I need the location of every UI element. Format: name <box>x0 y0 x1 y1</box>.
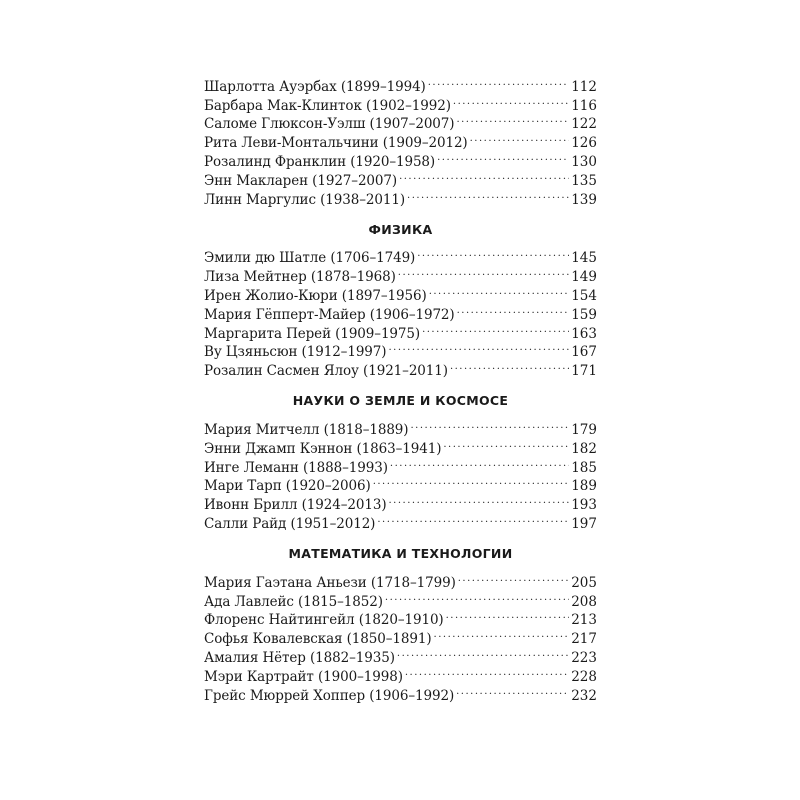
dot-leader <box>443 434 569 453</box>
entry-title: Эмили дю Шатле (1706–1749) <box>204 250 416 267</box>
entry-page-number: 154 <box>571 287 597 304</box>
dot-leader <box>456 110 569 129</box>
entry-title: Розалинд Франклин (1920–1958) <box>204 153 436 170</box>
dot-leader <box>453 91 569 110</box>
dot-leader <box>407 185 569 204</box>
dot-leader <box>377 509 569 528</box>
entry-title: Софья Ковалевская (1850–1891) <box>204 631 432 648</box>
toc-entry <box>204 72 597 95</box>
dot-leader <box>410 415 569 434</box>
table-of-contents <box>204 72 597 704</box>
entry-page-number: 112 <box>571 78 597 95</box>
dot-leader <box>434 624 570 643</box>
entry-title: Маргарита Перей (1909–1975) <box>204 325 421 342</box>
entry-page-number: 197 <box>571 515 597 532</box>
section-heading: ФИЗИКА <box>368 221 433 237</box>
dot-leader <box>437 147 569 166</box>
entry-title: Салли Райд (1951–2012) <box>204 515 376 532</box>
entry-title: Амалия Нётер (1882–1935) <box>204 649 395 666</box>
entry-page-number: 163 <box>571 325 597 342</box>
entry-title: Грейс Мюррей Хоппер (1906–1992) <box>204 687 455 704</box>
dot-leader <box>457 300 570 319</box>
toc-entry <box>204 568 597 591</box>
entry-page-number: 193 <box>571 497 597 514</box>
entry-page-number: 217 <box>571 631 597 648</box>
dot-leader <box>405 662 569 681</box>
dot-leader <box>450 356 569 375</box>
entry-page-number: 179 <box>571 421 597 438</box>
entry-title: Ву Цзяньсюн (1912–1997) <box>204 344 387 361</box>
entry-title: Линн Маргулис (1938–2011) <box>204 191 406 208</box>
entry-title: Мария Митчелл (1818–1889) <box>204 421 409 438</box>
entry-title: Мэри Картрайт (1900–1998) <box>204 668 403 685</box>
entry-title: Энни Джамп Кэннон (1863–1941) <box>204 440 442 457</box>
dot-leader <box>428 72 569 91</box>
entry-title: Розалин Сасмен Ялоу (1921–2011) <box>204 363 448 380</box>
toc-entry <box>204 244 597 267</box>
dot-leader <box>399 166 569 185</box>
dot-leader <box>389 490 570 509</box>
entry-page-number: 145 <box>571 250 597 267</box>
entry-page-number: 167 <box>571 344 597 361</box>
entry-page-number: 232 <box>571 687 597 704</box>
toc-entry <box>204 415 597 438</box>
entry-title: Инге Леманн (1888–1993) <box>204 459 388 476</box>
entry-title: Мария Гёпперт-Майер (1906–1972) <box>204 306 455 323</box>
entry-page-number: 189 <box>571 478 597 495</box>
dot-leader <box>397 643 569 662</box>
entry-page-number: 122 <box>571 116 597 133</box>
entry-page-number: 185 <box>571 459 597 476</box>
entry-page-number: 182 <box>571 440 597 457</box>
dot-leader <box>373 472 570 491</box>
entry-page-number: 208 <box>571 593 597 610</box>
entry-page-number: 135 <box>571 172 597 189</box>
section-heading: НАУКИ О ЗЕМЛЕ И КОСМОСЕ <box>292 393 509 409</box>
entry-page-number: 139 <box>571 191 597 208</box>
entry-title: Ивонн Брилл (1924–2013) <box>204 497 387 514</box>
dot-leader <box>429 281 570 300</box>
entry-title: Энн Макларен (1927–2007) <box>204 172 398 189</box>
dot-leader <box>398 262 569 281</box>
entry-page-number: 149 <box>571 269 597 286</box>
entry-title: Лиза Мейтнер (1878–1968) <box>204 269 396 286</box>
entry-title: Рита Леви-Монтальчини (1909–2012) <box>204 135 468 152</box>
entry-page-number: 126 <box>571 135 597 152</box>
entry-title: Саломе Глюксон-Уэлш (1907–2007) <box>204 116 455 133</box>
entry-page-number: 205 <box>571 574 597 591</box>
dot-leader <box>422 319 569 338</box>
entry-title: Барбара Мак-Клинток (1902–1992) <box>204 97 451 114</box>
entry-page-number: 116 <box>571 97 597 114</box>
entry-title: Шарлотта Ауэрбах (1899–1994) <box>204 78 426 95</box>
dot-leader <box>446 606 570 625</box>
dot-leader <box>456 681 569 700</box>
entry-page-number: 171 <box>571 363 597 380</box>
dot-leader <box>458 568 569 587</box>
entry-title: Ирен Жолио-Кюри (1897–1956) <box>204 287 427 304</box>
dot-leader <box>390 453 569 472</box>
entry-page-number: 228 <box>571 668 597 685</box>
entry-title: Мари Тарп (1920–2006) <box>204 478 371 495</box>
entry-page-number: 223 <box>571 649 597 666</box>
dot-leader <box>388 338 569 357</box>
dot-leader <box>470 128 570 147</box>
dot-leader <box>417 244 569 263</box>
entry-title: Флоренс Найтингейл (1820–1910) <box>204 612 444 629</box>
entry-title: Мария Гаэтана Аньези (1718–1799) <box>204 574 456 591</box>
section-heading: МАТЕМАТИКА И ТЕХНОЛОГИИ <box>288 545 513 561</box>
entry-page-number: 213 <box>571 612 597 629</box>
entry-page-number: 159 <box>571 306 597 323</box>
entry-page-number: 130 <box>571 153 597 170</box>
dot-leader <box>385 587 569 606</box>
entry-title: Ада Лавлейс (1815–1852) <box>204 593 383 610</box>
